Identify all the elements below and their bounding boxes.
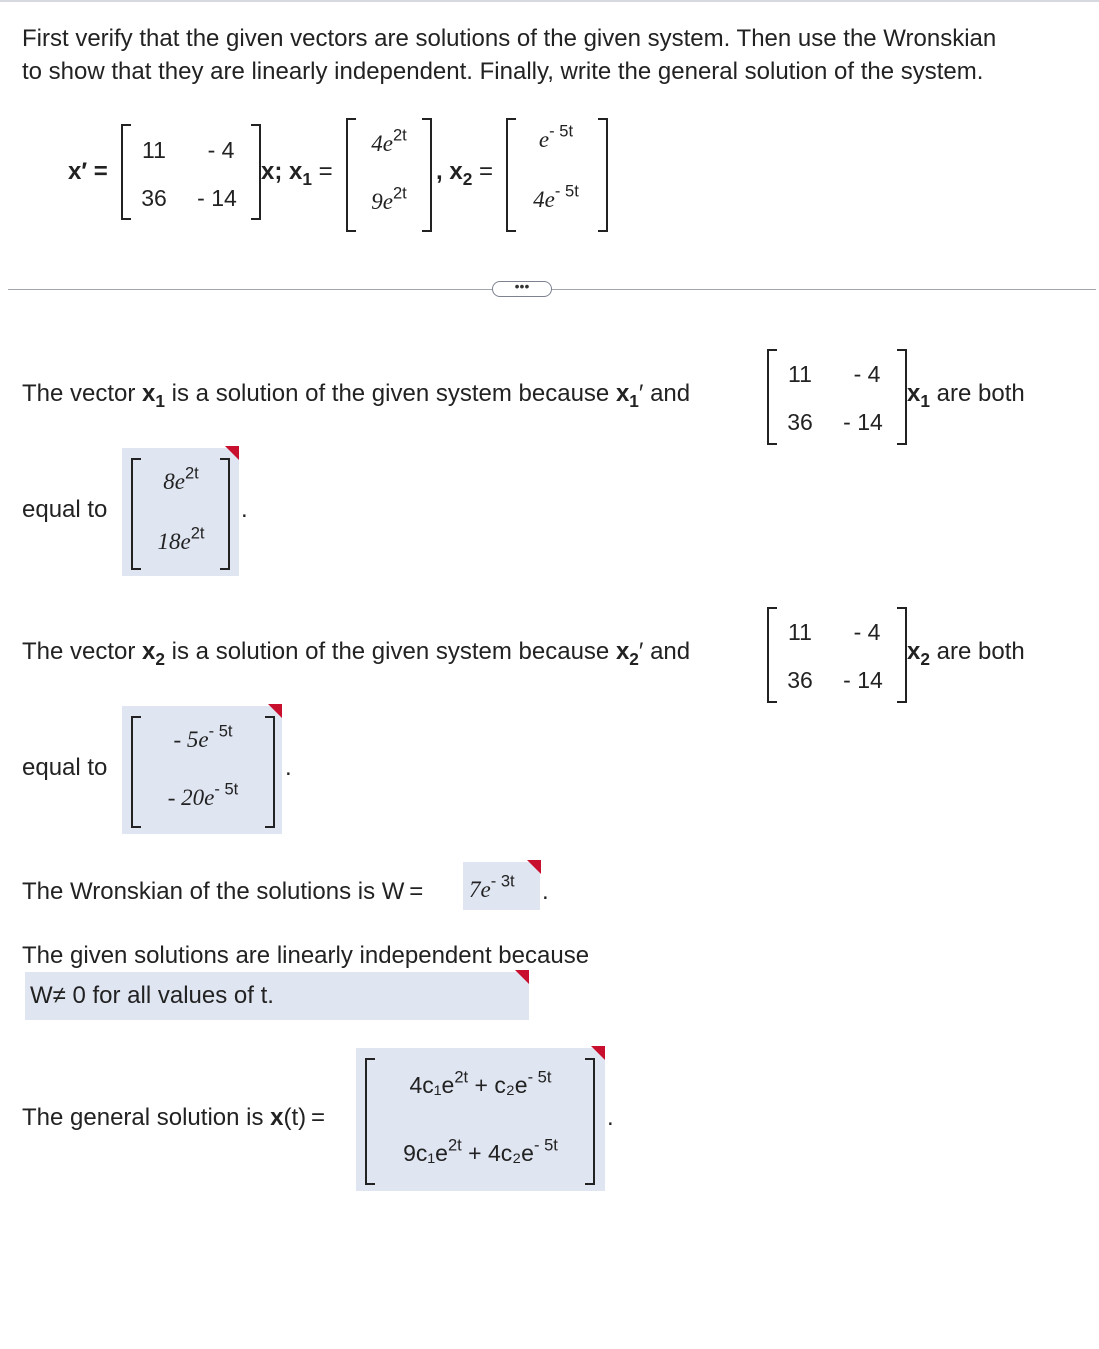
top-border xyxy=(0,0,1099,2)
wronskian-period: . xyxy=(542,878,549,905)
matrix-cell: 11 xyxy=(142,137,166,163)
matrix-cell: - 4 xyxy=(853,619,881,645)
answer-flag-icon xyxy=(268,704,282,718)
general-answer-top: $4c_1e^{2t} + c_2e^{- 5t}$ xyxy=(409,1067,552,1098)
right-bracket xyxy=(897,607,907,703)
left-bracket xyxy=(767,607,777,703)
general-answer-box[interactable] xyxy=(356,1048,605,1191)
general-label: The general solution is x(t) = xyxy=(22,1104,325,1131)
problem-line-2: to show that they are linearly independent. Finally, write the general solution of the system. xyxy=(22,58,984,85)
x2-label: , $x_2$ = xyxy=(436,158,493,190)
more-options-button[interactable]: ••• xyxy=(492,281,552,297)
x1-bottom: $9e^{2t}$ xyxy=(371,183,407,214)
divider xyxy=(8,289,1096,290)
independence-answer: W≠ 0 for all values of t. xyxy=(30,982,274,1009)
right-bracket xyxy=(598,118,608,232)
answer-flag-icon xyxy=(591,1046,605,1060)
left-bracket xyxy=(121,124,131,220)
left-bracket xyxy=(506,118,516,232)
right-bracket xyxy=(585,1058,595,1185)
q1-answer-bottom: $18e^{2t}$ xyxy=(157,523,205,554)
answer-flag-icon xyxy=(225,446,239,460)
q2-answer-box[interactable] xyxy=(122,706,282,834)
q2-answer-bottom: - $20e^{- 5t}$ xyxy=(167,779,239,810)
independence-answer-dropdown[interactable] xyxy=(25,972,529,1020)
q1-tail: $x_1$ are both xyxy=(907,380,1025,412)
matrix-cell: - 4 xyxy=(853,361,881,387)
general-answer-bottom: $9c_1e^{2t} + 4c_2e^{- 5t}$ xyxy=(403,1135,558,1166)
matrix-cell: - 4 xyxy=(207,137,235,163)
matrix-cell: 36 xyxy=(787,667,813,693)
wronskian-label: The Wronskian of the solutions is W = xyxy=(22,878,424,905)
system-x-label: x; $x_1$ = xyxy=(261,158,333,190)
right-bracket xyxy=(897,349,907,445)
right-bracket xyxy=(220,458,230,570)
q1-equal-to: equal to xyxy=(22,496,108,523)
matrix-cell: - 14 xyxy=(843,667,883,693)
problem-statement xyxy=(22,22,996,88)
right-bracket xyxy=(265,716,275,828)
independence-label: The given solutions are linearly independent because xyxy=(22,942,590,969)
q2-period: . xyxy=(285,754,292,781)
matrix-cell: 36 xyxy=(141,185,167,211)
answer-flag-icon xyxy=(527,860,541,874)
x1-top: $4e^{2t}$ xyxy=(371,125,407,156)
matrix-cell: 11 xyxy=(788,361,812,387)
q2-sentence: The vector $x_2$ is a solution of the given system because $x_2'$ and xyxy=(22,638,691,670)
matrix-cell: 11 xyxy=(788,619,812,645)
x2-top: $e^{- 5t}$ xyxy=(538,121,574,152)
wronskian-answer: $7e^{- 3t}$ xyxy=(469,871,515,902)
x-prime-lhs: x′ = xyxy=(68,158,108,185)
q1-sentence: The vector $x_1$ is a solution of the given system because $x_1'$ and xyxy=(22,380,691,412)
matrix-cell: - 14 xyxy=(197,185,237,211)
q2-tail: $x_2$ are both xyxy=(907,638,1025,670)
matrix-cell: 36 xyxy=(787,409,813,435)
left-bracket xyxy=(767,349,777,445)
x2-bottom: $4e^{- 5t}$ xyxy=(533,181,579,212)
q1-period: . xyxy=(241,496,248,523)
general-period: . xyxy=(607,1104,614,1131)
right-bracket xyxy=(422,118,432,232)
q2-equal-to: equal to xyxy=(22,754,108,781)
matrix-cell: - 14 xyxy=(843,409,883,435)
answer-flag-icon xyxy=(515,970,529,984)
problem-line-1: First verify that the given vectors are solutions of the given system. Then use the Wronskian xyxy=(22,25,997,52)
right-bracket xyxy=(251,124,261,220)
q2-answer-top: - $5e^{- 5t}$ xyxy=(173,721,233,752)
q1-answer-top: $8e^{2t}$ xyxy=(163,463,199,494)
left-bracket xyxy=(346,118,356,232)
q1-answer-box[interactable] xyxy=(122,448,239,576)
